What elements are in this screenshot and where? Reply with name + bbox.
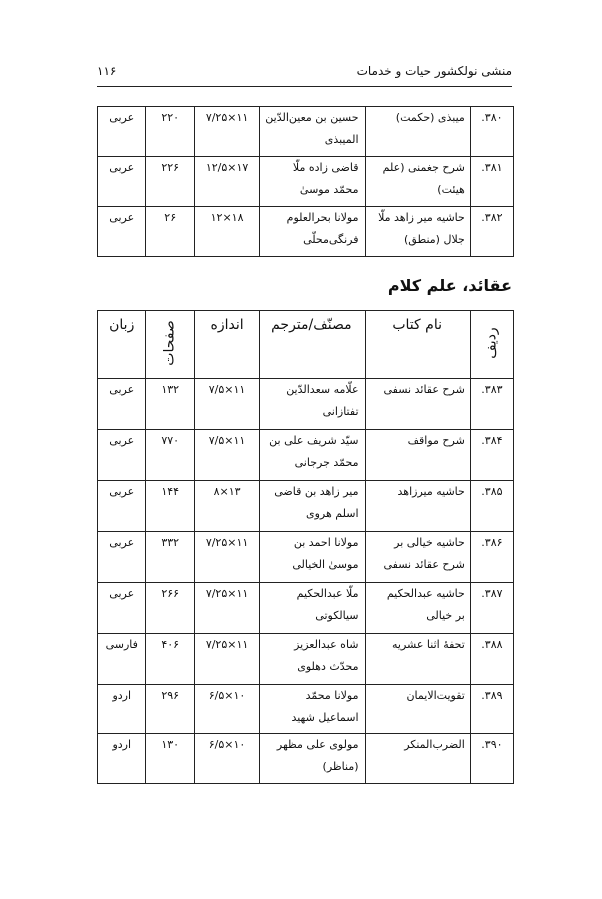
- catalog-table-continued: [97, 106, 514, 257]
- author: حسین بن معین‌الدّین المیبذی: [260, 107, 365, 157]
- author: شاه عبدالعزیز محدّث دهلوی: [260, 634, 365, 685]
- language: اردو: [98, 685, 146, 734]
- size: ۱۱×۷/۲۵: [194, 634, 259, 685]
- book-title: حاشیه میر زاهد ملّا جلال (منطق): [365, 207, 470, 257]
- author: مولانا محمّد اسماعیل شهید: [260, 685, 365, 734]
- pages: ۴۰۶: [146, 634, 194, 685]
- pages: ۷۷۰: [146, 430, 194, 481]
- language: عربی: [98, 207, 146, 257]
- author: علّامه سعدالدّین تفتازانی: [260, 379, 365, 430]
- author: ملّا عبدالحکیم سیالکوتی: [260, 583, 365, 634]
- size: ۱۱×۷/۲۵: [194, 107, 259, 157]
- pages: ۲۶۶: [146, 583, 194, 634]
- pages: ۲۲۰: [146, 107, 194, 157]
- size: ۱۱×۷/۵: [194, 379, 259, 430]
- size: ۱۳×۸: [194, 481, 259, 532]
- row-number: ۳۸۴.: [470, 430, 513, 481]
- language: اردو: [98, 734, 146, 784]
- language: فارسی: [98, 634, 146, 685]
- author: میر زاهد بن قاضی اسلم هروی: [260, 481, 365, 532]
- author: سیّد شریف علی بن محمّد جرجانی: [260, 430, 365, 481]
- book-title: حاشیه عبدالحکیم بر خیالی: [365, 583, 470, 634]
- header-pages: صفحات: [146, 311, 194, 379]
- book-title: شرح عقائد نسفی: [365, 379, 470, 430]
- size: ۱۱×۷/۵: [194, 430, 259, 481]
- author: مولوی علی مظهر (مناظر): [260, 734, 365, 784]
- section-heading: عقائد، علم کلام: [387, 276, 512, 295]
- book-title: میبذی (حکمت): [365, 107, 470, 157]
- table-row: [98, 634, 514, 685]
- language: عربی: [98, 107, 146, 157]
- table-row: [98, 107, 514, 157]
- table-row: [98, 207, 514, 257]
- table-row: [98, 430, 514, 481]
- header-book-title: نام کتاب: [365, 311, 470, 379]
- running-header: [97, 62, 512, 87]
- header-author: مصنّف/مترجم: [260, 311, 365, 379]
- table-row: [98, 379, 514, 430]
- language: عربی: [98, 379, 146, 430]
- pages: ۱۳۰: [146, 734, 194, 784]
- table-row: [98, 157, 514, 207]
- size: ۱۸×۱۲: [194, 207, 259, 257]
- row-number: ۳۸۸.: [470, 634, 513, 685]
- header-size: اندازه: [194, 311, 259, 379]
- page-number: ۱۱۶: [97, 64, 117, 78]
- table-row: [98, 481, 514, 532]
- row-number: ۳۸۹.: [470, 685, 513, 734]
- table-row: [98, 532, 514, 583]
- author: مولانا بحرالعلوم فرنگی‌محلّی: [260, 207, 365, 257]
- author: مولانا احمد بن موسیٰ الخیالی: [260, 532, 365, 583]
- pages: ۲۶: [146, 207, 194, 257]
- pages: ۲۹۶: [146, 685, 194, 734]
- header-serial: ردیف: [470, 311, 513, 379]
- row-number: ۳۸۲.: [470, 207, 513, 257]
- book-title: الضرب‌المنکر: [365, 734, 470, 784]
- language: عربی: [98, 157, 146, 207]
- size: ۱۰×۶/۵: [194, 685, 259, 734]
- pages: ۱۳۲: [146, 379, 194, 430]
- language: عربی: [98, 583, 146, 634]
- running-title: منشی نولکشور حیات و خدمات: [356, 64, 512, 78]
- pages: ۳۳۲: [146, 532, 194, 583]
- row-number: ۳۸۰.: [470, 107, 513, 157]
- language: عربی: [98, 430, 146, 481]
- size: ۱۷×۱۲/۵: [194, 157, 259, 207]
- header-language: زبان: [98, 311, 146, 379]
- table-row: [98, 734, 514, 784]
- table-header-row: [98, 311, 514, 379]
- book-title: شرح مواقف: [365, 430, 470, 481]
- book-title: تقویت‌الایمان: [365, 685, 470, 734]
- book-title: حاشیه میرزاهد: [365, 481, 470, 532]
- pages: ۲۲۶: [146, 157, 194, 207]
- row-number: ۳۹۰.: [470, 734, 513, 784]
- row-number: ۳۸۵.: [470, 481, 513, 532]
- book-title: شرح جغمنی (علم هیئت): [365, 157, 470, 207]
- size: ۱۰×۶/۵: [194, 734, 259, 784]
- pages: ۱۴۴: [146, 481, 194, 532]
- row-number: ۳۸۳.: [470, 379, 513, 430]
- book-title: حاشیه خیالی بر شرح عقائد نسفی: [365, 532, 470, 583]
- author: قاضی زاده ملّا محمّد موسیٰ: [260, 157, 365, 207]
- row-number: ۳۸۶.: [470, 532, 513, 583]
- size: ۱۱×۷/۲۵: [194, 532, 259, 583]
- language: عربی: [98, 481, 146, 532]
- catalog-table-aqaid: [97, 310, 514, 784]
- row-number: ۳۸۷.: [470, 583, 513, 634]
- table-row: [98, 685, 514, 734]
- table-row: [98, 583, 514, 634]
- size: ۱۱×۷/۲۵: [194, 583, 259, 634]
- row-number: ۳۸۱.: [470, 157, 513, 207]
- book-title: تحفهٔ اثنا عشریه: [365, 634, 470, 685]
- language: عربی: [98, 532, 146, 583]
